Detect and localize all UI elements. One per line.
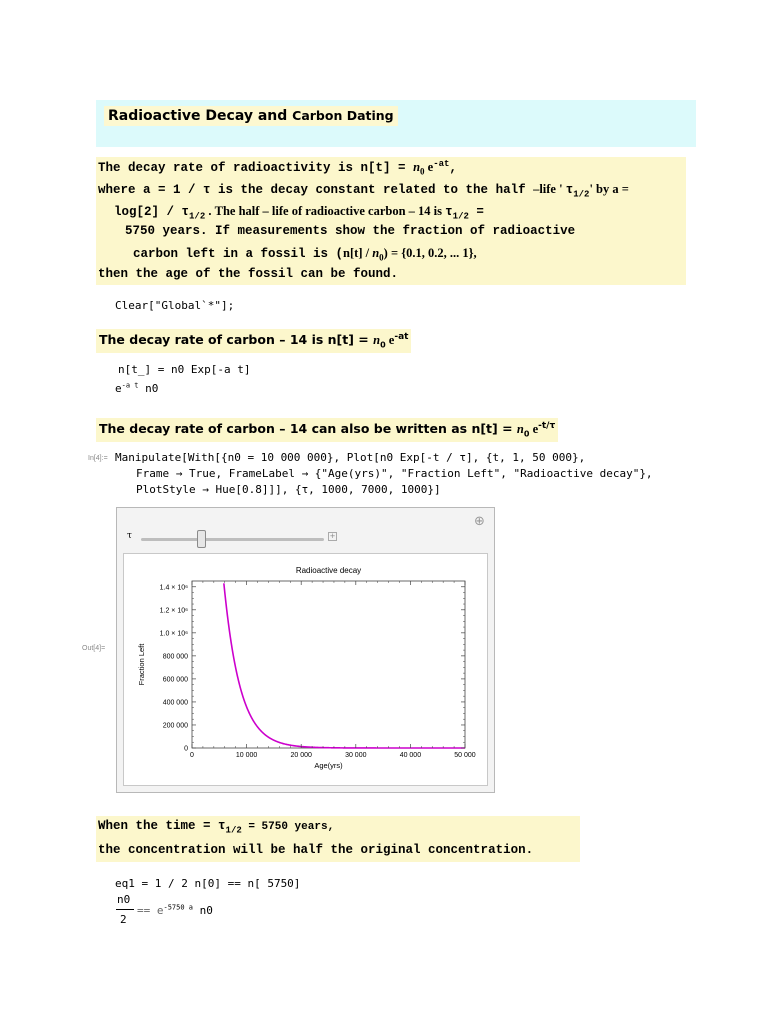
- intro-line-5: carbon left in a fossil is $(n[t] / n_0) = \{0.1$, 0.2, ... 1},: [133, 246, 477, 263]
- definition-output: $e^{-a t}$ n0: [115, 381, 159, 395]
- y-tick-label: 400 000: [162, 699, 188, 707]
- manipulate-input-line-3[interactable]: PlotStyle → Hue[0.8]]], {τ, 1000, 7000, 1000}]: [136, 483, 441, 496]
- intro-line-6: then the age of the fossil can be found.: [98, 267, 399, 281]
- intro-text-cell: [96, 157, 686, 285]
- x-tick-label: 40 000: [399, 752, 422, 759]
- definition-input[interactable]: n[t_] = n0 Exp[-a t]: [118, 363, 251, 376]
- input-label: In[4]:=: [88, 455, 108, 462]
- chart-title: Radioactive decay: [295, 566, 362, 575]
- y-tick-label: 600 000: [162, 676, 188, 684]
- notebook-title: Radioactive Decay and Carbon Dating: [104, 106, 398, 126]
- x-tick-label: 30 000: [345, 752, 367, 759]
- x-tick-label: 0: [190, 752, 194, 759]
- fraction-bar: [116, 909, 134, 910]
- y-axis-label: Fraction Left: [137, 643, 146, 686]
- intro-line-1: The decay rate of radioactivity is $n[t] = n_0$ $e^{-at}$,: [98, 158, 457, 177]
- equation-output: [115, 893, 235, 929]
- intro-line-2: where a = 1 / τ is the decay constant related to the half –life ' $\tau_{1/2}'$ by a =: [98, 182, 629, 200]
- equation-input[interactable]: eq1 = 1 / 2 n[0] == n[ 5750]: [115, 877, 301, 890]
- x-tick-label: 10 000: [235, 752, 258, 759]
- slider-track[interactable]: [141, 538, 324, 541]
- output-label: Out[4]=: [82, 645, 106, 652]
- x-tick-label: 50 000: [454, 752, 476, 759]
- y-tick-label: 1.0 × 10⁶: [159, 630, 188, 638]
- y-tick-label: 200 000: [162, 722, 188, 730]
- decay-curve-line: [224, 583, 465, 748]
- half-life-line-1: When the time = $\tau_{1/2} = 5750$ years,: [98, 819, 335, 836]
- section-carbon-decay-tau: The decay rate of carbon – 14 can also be written as $n[t] = n_0$ $e^{-t/\tau}$: [96, 418, 558, 442]
- slider-thumb[interactable]: [197, 530, 206, 548]
- x-axis-label: Age(yrs): [314, 761, 343, 770]
- y-tick-label: 800 000: [162, 653, 188, 661]
- y-tick-label: 1.4 × 10⁶: [159, 584, 188, 592]
- slider-expand-icon[interactable]: +: [329, 532, 336, 540]
- slider-tau-label: τ: [127, 531, 132, 541]
- section-carbon-decay: The decay rate of carbon – 14 is $n[t] = n_0$ $e^{-at}$: [96, 329, 411, 353]
- plot-panel: [123, 553, 488, 786]
- plot-frame: [192, 581, 465, 748]
- x-tick-label: 20 000: [290, 752, 312, 759]
- intro-line-4: 5750 years. If measurements show the fraction of radioactive: [125, 224, 576, 238]
- options-add-icon[interactable]: ⊕: [474, 514, 485, 529]
- decay-chart: [124, 554, 487, 785]
- intro-line-3: $\log[2] / \tau_{1/2}$ . The half – life of radioactive carbon – 14 is $\tau_{1/2}$ =: [114, 204, 484, 222]
- y-tick-label: 0: [184, 745, 188, 753]
- fraction-numerator: n0: [117, 893, 131, 906]
- clear-input[interactable]: Clear["Global`*"];: [115, 299, 235, 312]
- y-tick-label: 1.2 × 10⁶: [159, 607, 188, 615]
- manipulate-input-line-2[interactable]: Frame → True, FrameLabel → {"Age(yrs)", "Fraction Left", "Radioactive decay"},: [136, 467, 653, 480]
- half-life-line-2: the concentration will be half the original concentration.: [98, 843, 534, 857]
- equation-rhs: == $e^{-5750 a}$ n0: [137, 903, 213, 917]
- manipulate-input-line-1[interactable]: Manipulate[With[{n0 = 10 000 000}, Plot[n0 Exp[-t / τ], {t, 1, 50 000},: [115, 451, 586, 464]
- title-cell: [96, 100, 696, 147]
- fraction-denominator: 2: [120, 913, 127, 926]
